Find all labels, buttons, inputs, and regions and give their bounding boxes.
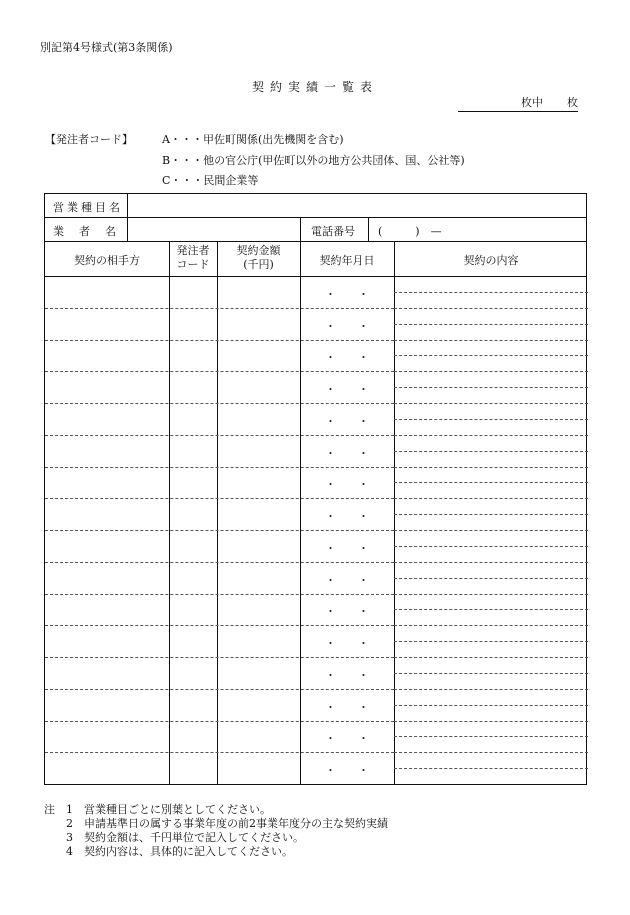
orderer-code-a: A・・・甲佐町関係(出先機関を含む) [162, 133, 344, 146]
sheet-count [458, 94, 578, 112]
notes-head: 注 [44, 803, 55, 816]
note-text: 営業種目ごとに別葉としてください。 [84, 803, 271, 816]
row-separator [394, 371, 588, 372]
content-line-separator [394, 641, 588, 642]
row-separator [45, 403, 394, 404]
row-separator [45, 467, 394, 468]
content-line-separator [394, 324, 588, 325]
column-header-date: 契約年月日 [319, 254, 375, 267]
row-separator [45, 340, 394, 341]
date-dots: ・ ・ [325, 668, 369, 682]
row-separator [394, 752, 588, 753]
date-dots: ・ ・ [325, 510, 369, 524]
date-dots: ・ ・ [325, 732, 369, 746]
content-line-separator [394, 546, 588, 547]
phone-template: ( ) — [378, 225, 442, 238]
row-separator [394, 625, 588, 626]
date-dots: ・ ・ [325, 764, 369, 778]
date-dots: ・ ・ [325, 573, 369, 587]
column-header-content: 契約の内容 [463, 254, 519, 267]
form-reference: 別記第4号様式(第3条関係) [40, 41, 173, 54]
row-separator [45, 594, 394, 595]
date-dots: ・ ・ [325, 287, 369, 301]
date-dots: ・ ・ [325, 478, 369, 492]
table-rule [45, 241, 586, 242]
date-dots: ・ ・ [325, 414, 369, 428]
row-separator [394, 308, 588, 309]
content-line-separator [394, 705, 588, 706]
note-item [44, 845, 388, 859]
row-separator [394, 467, 588, 468]
column-header-amount-line1: 契約金額 [236, 244, 281, 257]
notes [44, 803, 388, 859]
note-item [44, 817, 388, 831]
row-separator [45, 657, 394, 658]
row-separator [394, 498, 588, 499]
content-line-separator [394, 736, 588, 737]
row-separator [394, 403, 588, 404]
row-separator [45, 625, 394, 626]
note-item [44, 831, 388, 845]
date-dots: ・ ・ [325, 383, 369, 397]
row-separator [45, 752, 394, 753]
table-rule [169, 241, 170, 784]
content-line-separator [394, 578, 588, 579]
table-rule [394, 241, 395, 784]
sheet-count-of-label: 枚中 [521, 96, 543, 109]
table-rule [45, 276, 586, 277]
row-separator [45, 498, 394, 499]
note-number: 1 [66, 803, 73, 816]
content-line-separator [394, 451, 588, 452]
table-rule [368, 217, 369, 241]
row-separator [45, 721, 394, 722]
column-header-orderer-code [169, 244, 217, 272]
document-title: 契約実績一覧表 [251, 80, 378, 94]
row-separator [394, 340, 588, 341]
content-line-separator [394, 387, 588, 388]
date-dots: ・ ・ [325, 700, 369, 714]
row-separator [45, 435, 394, 436]
date-dots: ・ ・ [325, 351, 369, 365]
content-line-separator [394, 419, 588, 420]
orderer-code-label: 【発注者コード】 [45, 133, 133, 146]
date-dots: ・ ・ [325, 637, 369, 651]
note-text: 契約金額は、千円単位で記入してください。 [84, 831, 304, 844]
content-line-separator [394, 514, 588, 515]
content-line-separator [394, 609, 588, 610]
company-name-label: 業 者 名 [53, 225, 118, 238]
content-line-separator [394, 292, 588, 293]
note-number: 3 [66, 831, 73, 844]
table-rule [127, 194, 128, 241]
date-dots: ・ ・ [325, 446, 369, 460]
note-item [44, 803, 388, 817]
column-header-counterparty: 契約の相手方 [74, 254, 140, 267]
phone-label: 電話番号 [311, 225, 355, 238]
row-separator [394, 530, 588, 531]
table-rule [300, 217, 301, 241]
row-separator [394, 689, 588, 690]
table-rule [217, 241, 218, 784]
content-line-separator [394, 768, 588, 769]
column-header-orderer-code-line2: コード [176, 258, 210, 271]
row-separator [394, 657, 588, 658]
note-text: 契約内容は、具体的に記入してください。 [84, 845, 293, 858]
note-number: 2 [66, 817, 73, 830]
column-header-amount-line2: (千円) [243, 258, 274, 271]
content-line-separator [394, 355, 588, 356]
row-separator [45, 530, 394, 531]
business-type-label: 営業種目名 [53, 201, 123, 214]
column-header-orderer-code-line1: 発注者 [176, 244, 210, 257]
row-separator [394, 594, 588, 595]
date-dots: ・ ・ [325, 319, 369, 333]
date-dots: ・ ・ [325, 605, 369, 619]
contract-record-table [44, 193, 587, 785]
column-header-amount [217, 244, 300, 272]
row-separator [394, 562, 588, 563]
content-line-separator [394, 673, 588, 674]
orderer-code-c: C・・・民間企業等 [162, 174, 259, 187]
row-separator [45, 308, 394, 309]
note-text: 申請基準日の属する事業年度の前2事業年度分の主な契約実績 [84, 817, 388, 830]
row-separator [45, 371, 394, 372]
content-line-separator [394, 482, 588, 483]
date-dots: ・ ・ [325, 541, 369, 555]
row-separator [45, 689, 394, 690]
row-separator [394, 721, 588, 722]
note-number: 4 [66, 845, 73, 858]
row-separator [45, 562, 394, 563]
sheet-count-sheet-label: 枚 [567, 96, 578, 109]
row-separator [394, 435, 588, 436]
orderer-code-b: B・・・他の官公庁(甲佐町以外の地方公共団体、国、公社等) [162, 154, 465, 167]
